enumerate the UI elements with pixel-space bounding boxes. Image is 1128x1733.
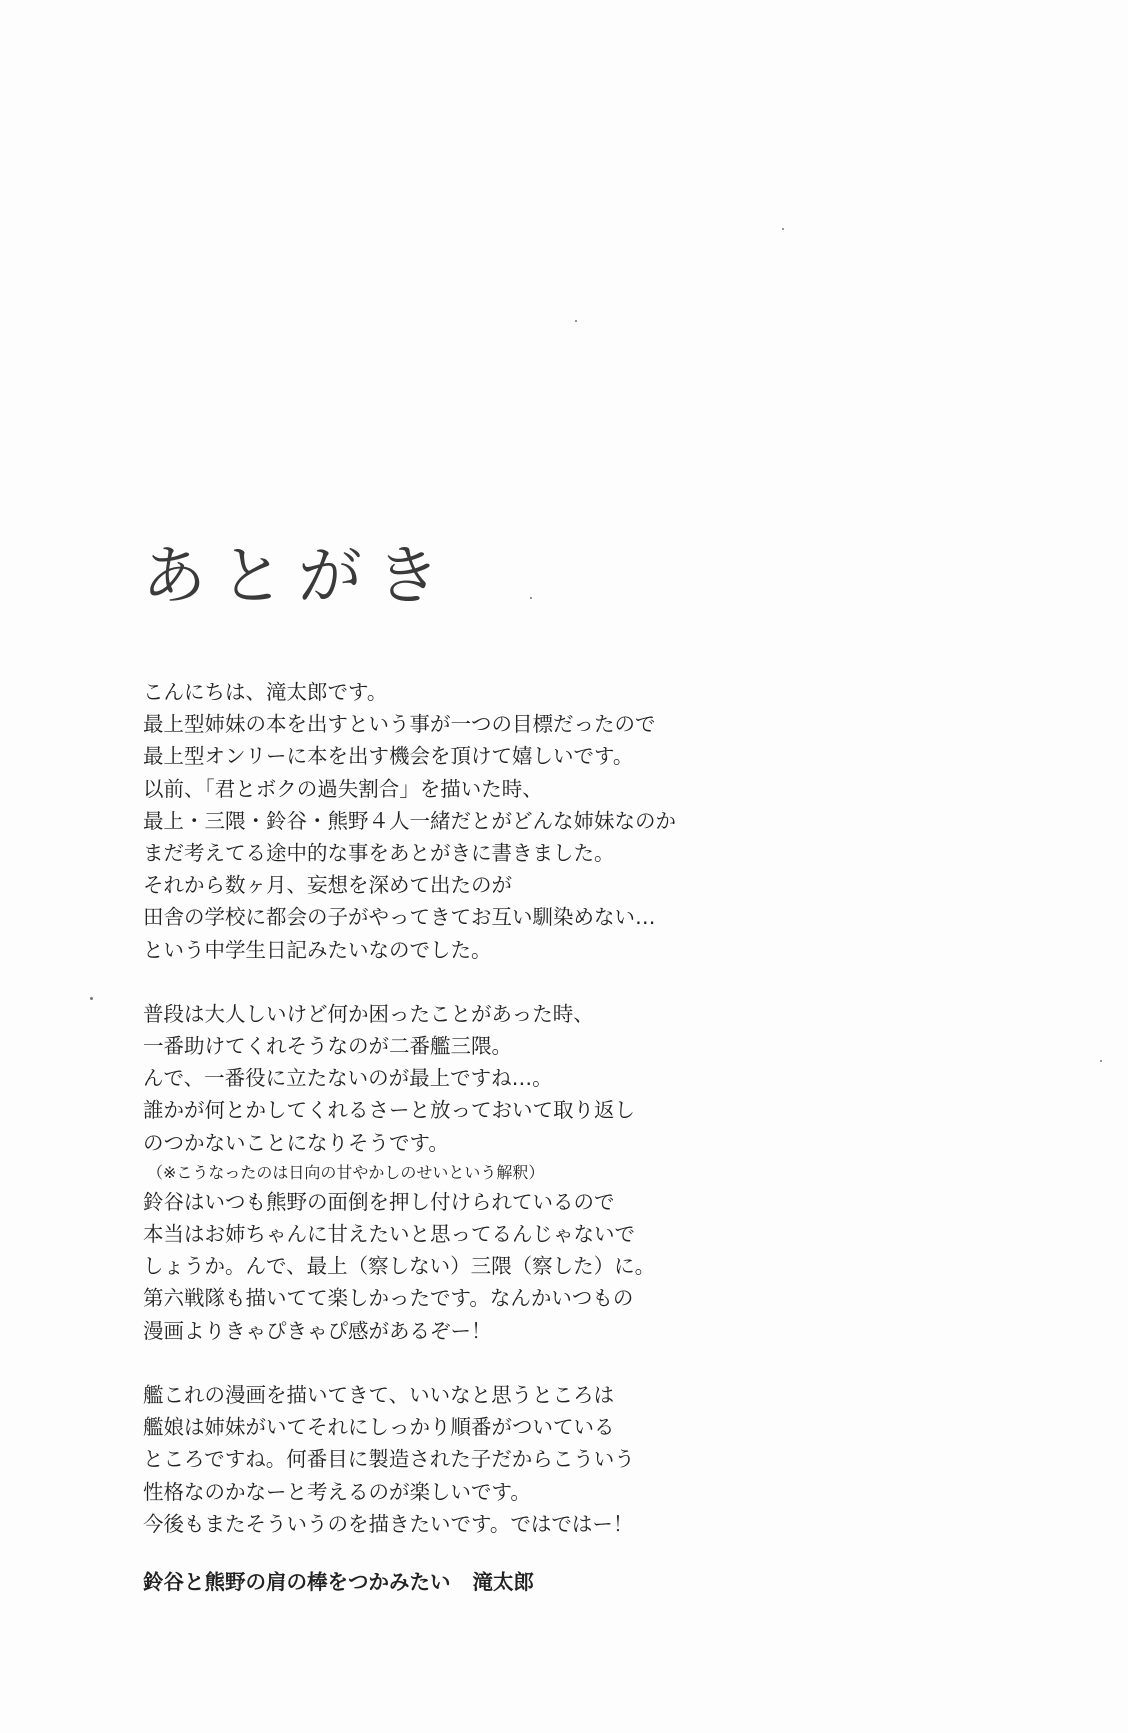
- text-line: 以前、「君とボクの過失割合」を描いた時、: [143, 776, 543, 801]
- text-line: 漫画よりきゃぴきゃぴ感があるぞー！: [143, 1318, 492, 1343]
- text-line: 普段は大人しいけど何か困ったことがあった時、: [143, 1001, 594, 1026]
- scan-speck: [1100, 1060, 1102, 1062]
- text-line: 艦これの漫画を描いてきて、いいなと思うところは: [143, 1382, 615, 1407]
- paragraph-3: [143, 1379, 903, 1540]
- text-line: 性格なのかなーと考えるのが楽しいです。: [143, 1479, 531, 1504]
- scan-speck: [782, 228, 784, 230]
- text-line: 最上型姉妹の本を出すという事が一つの目標だったので: [143, 712, 656, 737]
- text-line: んで、一番役に立たないのが最上ですね…。: [143, 1066, 553, 1091]
- text-line: こんにちは、滝太郎です。: [143, 680, 388, 704]
- signature-text: 鈴谷と熊野の肩の棒をつかみたい: [143, 1570, 451, 1594]
- text-line: 今後もまたそういうのを描きたいです。ではではー！: [143, 1511, 634, 1536]
- signature-author: 滝太郎: [472, 1570, 534, 1594]
- afterword-body: [143, 676, 903, 1572]
- text-line: それから数ヶ月、妄想を深めて出たのが: [143, 873, 512, 898]
- text-line-note: （※こうなったのは日向の甘やかしのせいという解釈）: [147, 1162, 545, 1182]
- text-line: 本当はお姉ちゃんに甘えたいと思ってるんじゃないで: [143, 1222, 635, 1246]
- scan-speck: [575, 320, 577, 322]
- text-line: 艦娘は姉妹がいてそれにしっかり順番がついている: [143, 1415, 615, 1440]
- signature-line: [143, 1565, 534, 1595]
- scan-speck: [530, 597, 532, 599]
- paragraph-2: [143, 998, 903, 1347]
- paragraph-1: [143, 676, 903, 966]
- text-line: 鈴谷はいつも熊野の面倒を押し付けられているので: [143, 1189, 615, 1214]
- text-line: 第六戦隊も描いてて楽しかったです。なんかいつもの: [143, 1286, 634, 1311]
- text-line: 一番助けてくれそうなのが二番艦三隈。: [143, 1034, 512, 1059]
- text-line: 最上・三隈・鈴谷・熊野４人一緒だとがどんな姉妹なのか: [143, 808, 676, 833]
- text-line: 田舎の学校に都会の子がやってきてお互い馴染めない…: [143, 905, 656, 930]
- text-line: 最上型オンリーに本を出す機会を頂けて嬉しいです。: [143, 744, 634, 769]
- text-line: ところですね。何番目に製造された子だからこういう: [143, 1447, 635, 1472]
- scan-speck: [90, 997, 93, 1000]
- text-line: しょうか。んで、最上（察しない）三隈（察した）に。: [143, 1254, 656, 1279]
- text-line: という中学生日記みたいなのでした。: [143, 937, 492, 962]
- text-line: 誰かが何とかしてくれるさーと放っておいて取り返し: [143, 1098, 635, 1123]
- text-line: のつかないことになりそうです。: [143, 1130, 449, 1155]
- text-line: まだ考えてる途中的な事をあとがきに書きました。: [143, 840, 615, 865]
- page-title: あとがき: [142, 540, 454, 614]
